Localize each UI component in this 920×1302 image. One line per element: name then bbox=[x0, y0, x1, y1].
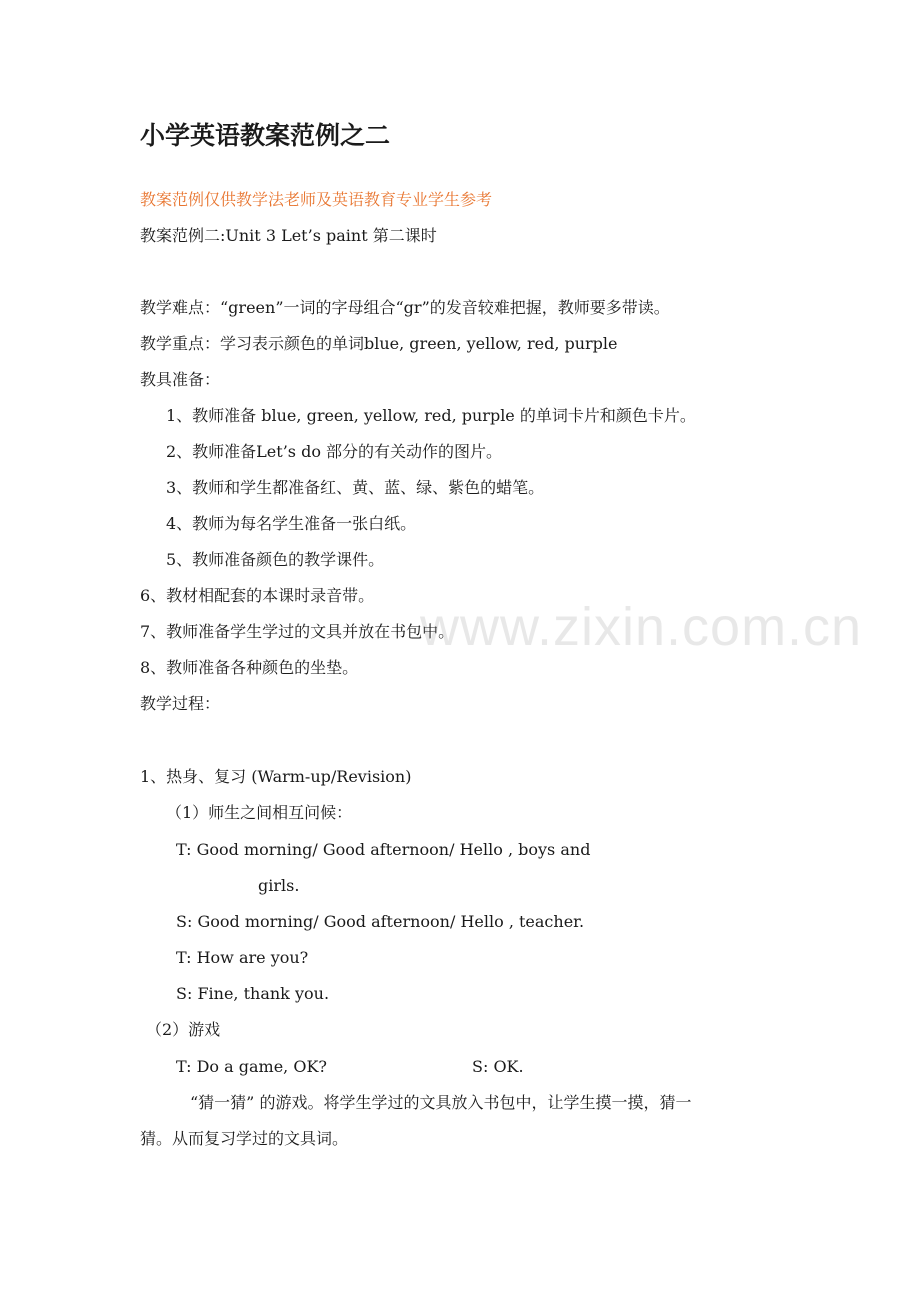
subtitle: 教案范例仅供教学法老师及英语教育专业学生参考 bbox=[140, 190, 493, 209]
sub2-heading: （2）游戏 bbox=[146, 1020, 221, 1039]
prep-item: 8、教师准备各种颜色的坐垫。 bbox=[140, 658, 359, 677]
dialog-line: T: How are you? bbox=[176, 948, 309, 967]
prep-item: 5、教师准备颜色的教学课件。 bbox=[166, 550, 385, 569]
prep-item: 3、教师和学生都准备红、黄、蓝、绿、紫色的蜡笔。 bbox=[166, 478, 545, 497]
prep-heading: 教具准备： bbox=[140, 370, 221, 389]
lesson-line: 教案范例二:Unit 3 Let’s paint 第二课时 bbox=[140, 226, 437, 245]
key-points-line: 教学重点：学习表示颜色的单词blue, green, yellow, red, purple bbox=[140, 334, 618, 353]
sub1-heading: （1）师生之间相互问候： bbox=[166, 803, 353, 822]
game-student-line: S: OK. bbox=[472, 1057, 524, 1076]
step1-heading: 1、热身、复习 (Warm-up/Revision) bbox=[140, 767, 412, 786]
difficulty-line: 教学难点：“green”一词的字母组合“gr”的发音较难把握，教师要多带读。 bbox=[140, 298, 670, 317]
watermark: www.zixin.com.cn bbox=[420, 597, 863, 657]
dialog-line: S: Good morning/ Good afternoon/ Hello , teacher. bbox=[176, 912, 585, 931]
game-description: “猜一猜” 的游戏。将学生学过的文具放入书包中，让学生摸一摸，猜一 bbox=[190, 1093, 692, 1112]
page-title: 小学英语教案范例之二 bbox=[140, 121, 391, 150]
prep-item: 1、教师准备 blue, green, yellow, red, purple 的单词卡片和颜色卡片。 bbox=[166, 406, 696, 425]
dialog-line: T: Good morning/ Good afternoon/ Hello , boys and bbox=[176, 840, 591, 859]
dialog-line: S: Fine, thank you. bbox=[176, 984, 330, 1003]
process-heading: 教学过程： bbox=[140, 694, 221, 713]
prep-item: 7、教师准备学生学过的文具并放在书包中。 bbox=[140, 622, 455, 641]
prep-item: 6、教材相配套的本课时录音带。 bbox=[140, 586, 375, 605]
game-teacher-line: T: Do a game, OK? bbox=[176, 1057, 327, 1076]
prep-item: 2、教师准备Let’s do 部分的有关动作的图片。 bbox=[166, 442, 503, 461]
dialog-line: girls. bbox=[258, 876, 300, 895]
game-description-cont: 猜。从而复习学过的文具词。 bbox=[140, 1129, 349, 1148]
prep-item: 4、教师为每名学生准备一张白纸。 bbox=[166, 514, 417, 533]
